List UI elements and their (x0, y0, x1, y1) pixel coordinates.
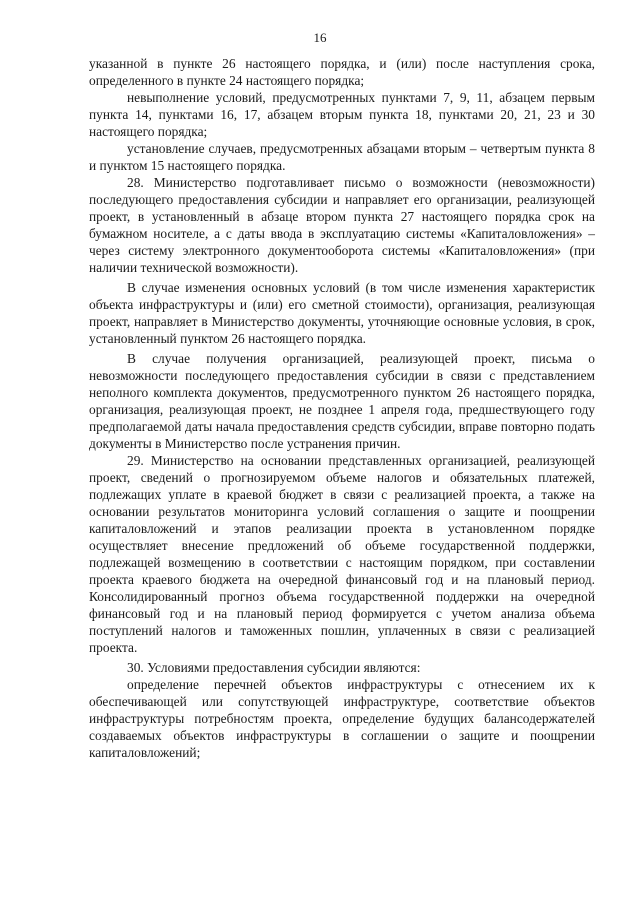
paragraph: указанной в пункте 26 настоящего порядка, и (или) после наступления срока, определенного в пункте 24 настоящего порядка; (89, 56, 595, 88)
paragraph: определение перечней объектов инфраструктуры с отнесением их к обеспечивающей или сопутствующей инфраструктуре, соответствие объектов инфраструктуры потребностям проекта, определение будущих балансодержателей создаваемых объектов инфраструктуры в соглашении о защите и поощрении капиталовложений; (89, 677, 595, 760)
page-number: 16 (313, 30, 327, 45)
paragraph: установление случаев, предусмотренных абзацами вторым – четвертым пункта 8 и пунктом 15 настоящего порядка. (89, 141, 595, 173)
paragraph: В случае получения организацией, реализующей проект, письма о невозможности последующего предоставления субсидии в связи с представлением неполного комплекта документов, предусмотренного пунктом 26 настоящего порядка, организация, реализующая проект, не позднее 1 апреля года, предшествующего году предполагаемой даты начала предоставления средств субсидии, вправе повторно подать документы в Министерство после устранения причин. (89, 351, 595, 451)
paragraph: невыполнение условий, предусмотренных пунктами 7, 9, 11, абзацем первым пункта 14, пунктами 16, 17, абзацем вторым пункта 18, пунктами 20, 21, 23 и 30 настоящего порядка; (89, 90, 595, 139)
paragraph: В случае изменения основных условий (в том числе изменения характеристик объекта инфраструктуры и (или) его сметной стоимости), организация, реализующая проект, направляет в Министерство документы, уточняющие основные условия, в срок, установленный пунктом 26 настоящего порядка. (89, 280, 595, 346)
paragraph: 30. Условиями предоставления субсидии являются: (127, 660, 421, 675)
paragraph: 28. Министерство подготавливает письмо о возможности (невозможности) последующего предоставления субсидии и направляет его организации, реализующей проект, в установленный в абзаце втором пункта 27 настоящего порядка срок на бумажном носителе, а с даты ввода в эксплуатацию системы «Капиталовложения» – через систему электронного документооборота системы «Капиталовложения» (при наличии технической возможности). (89, 175, 595, 275)
document-body (89, 55, 595, 761)
paragraph: 29. Министерство на основании представленных организацией, реализующей проект, сведений о прогнозируемом объеме налогов и обязательных платежей, подлежащих уплате в краевой бюджет в связи с реализацией проекта, а также на основании результатов мониторинга условий соглашения о защите и поощрении капиталовложений и этапов реализации проекта в установленном порядке осуществляет внесение предложений об объеме государственной поддержки, подлежащей возмещению в соответствии с настоящим порядком, при составлении проекта краевого бюджета на очередной финансовый год и на плановый период. Консолидированный прогноз объема государственной поддержки на очередной финансовый год и на плановый период формируется с учетом анализа объема поступлений налогов и таможенных пошлин, уплаченных в связи с реализацией проекта. (89, 453, 595, 655)
